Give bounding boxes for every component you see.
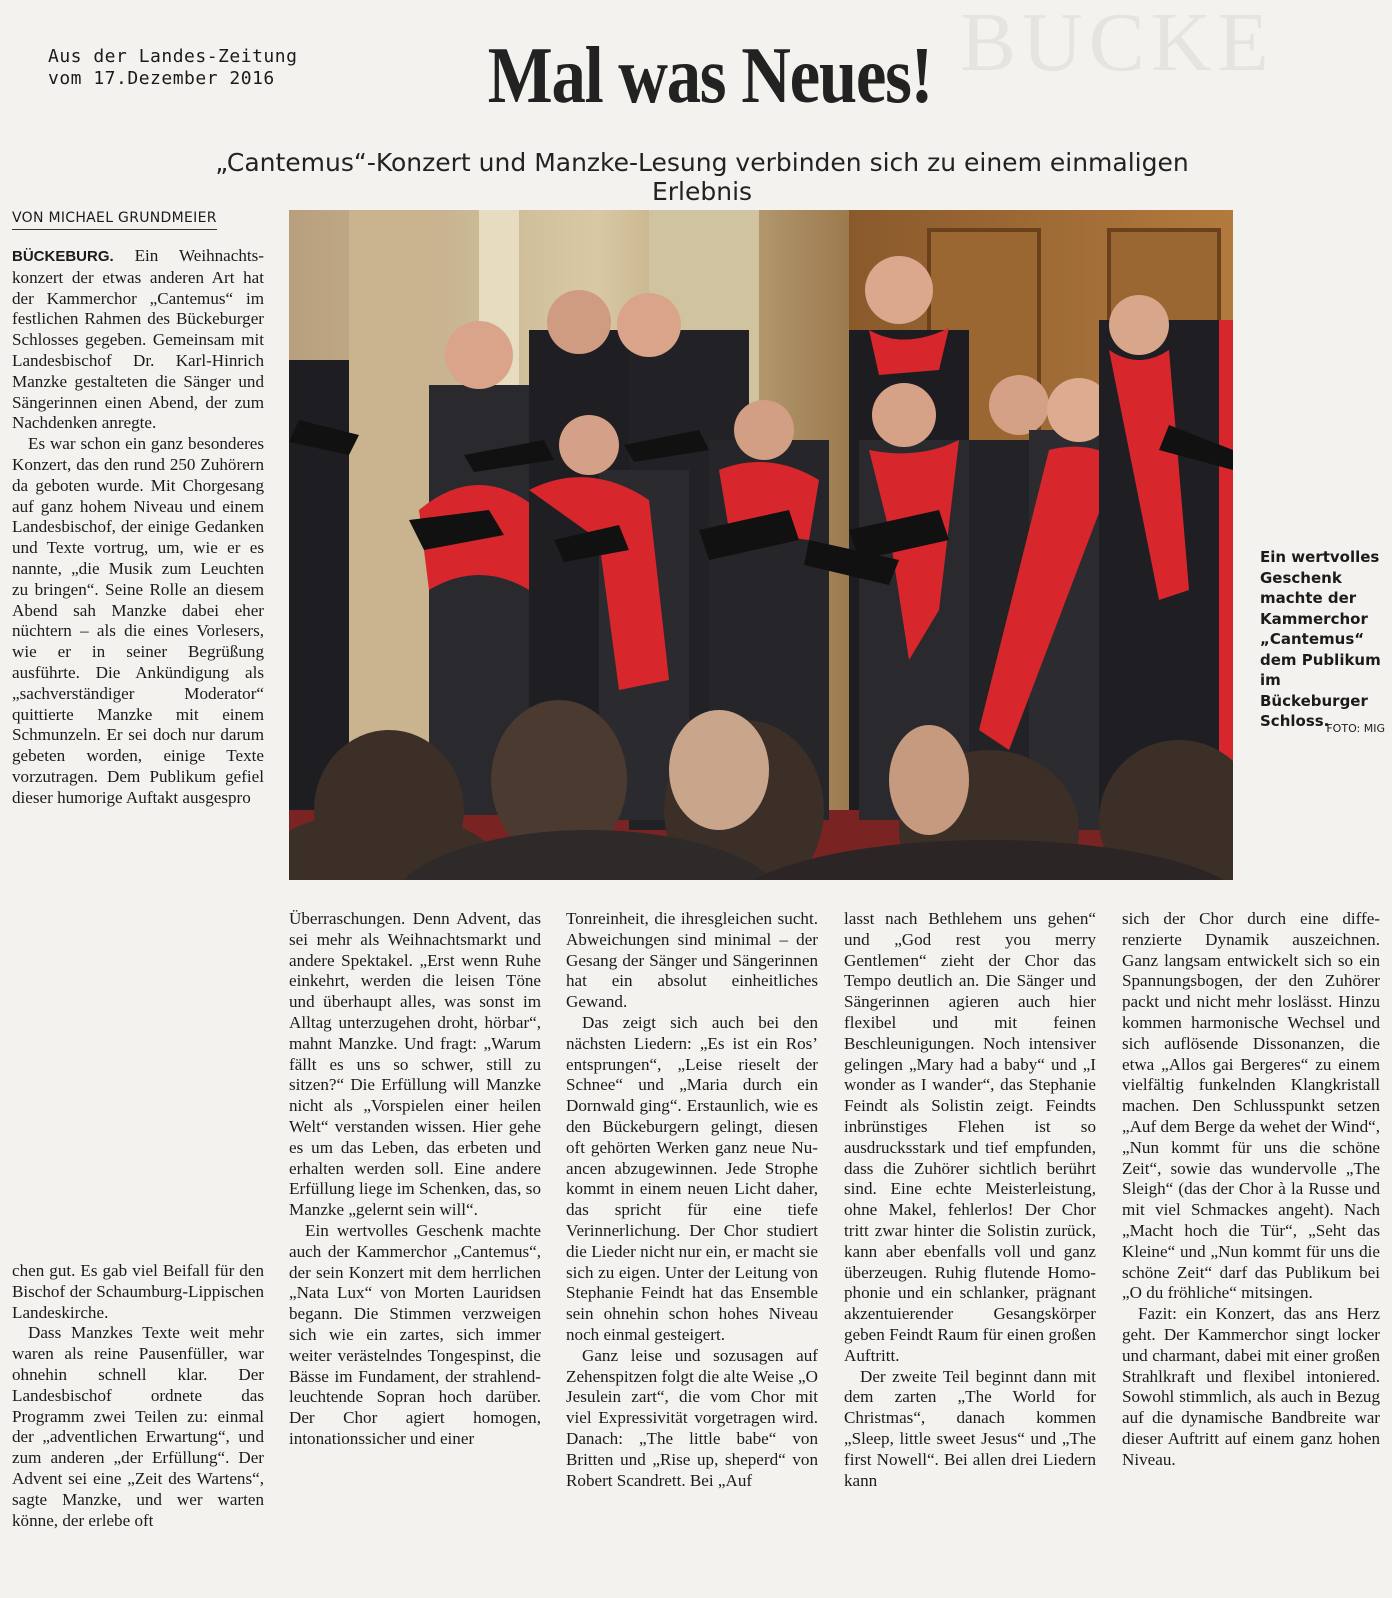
paragraph: chen gut. Es gab viel Beifall für den Bischof der Schaumburg-Lippischen Landeskirche. xyxy=(12,1261,264,1322)
article-column-1-bottom xyxy=(12,1261,264,1531)
paragraph: sich der Chor durch eine differenzierte Dynamik auszeichnen. Ganz langsam entwickelt sich so ein Spannungsbogen, der den Zuhörer packt und nicht mehr loslässt. Hinzu kommen harmonische Wechsel und sich auflösende Dissonanzen, die etwa „Allos gai Bergeres“ zu einem vielfältig funkelnden Klangkristall machen. Den Schlusspunkt setzen „Auf dem Berge da wehet der Wind“, „Nun kommt für uns die schöne Zeit“, sowie das wundervolle „The Sleigh“ (das der Chor à la Russe und mit viel Schmackes angeht). Nach „Macht hoch die Tür“, „Seht das Kleine“ und „Nun kommt für uns die schöne Zeit“ darf das Publikum bei „O du fröhliche“ mitsingen. xyxy=(1122,909,1380,1303)
dateline: BÜCKEBURG. xyxy=(12,248,114,265)
paragraph: Das zeigt sich auch bei den nächsten Liedern: „Es ist ein Ros’ entsprungen“, „Leise rieselt der Schnee“ und „Maria durch ein Dornwald ging“. Erstaunlich, wie es den Bückeburgern gelingt, diesen oft gehörten Werken ganz neue Nuancen abzugewinnen. Jede Strophe kommt in einem neuen Licht daher, das spricht für eine tiefe Verinnerlichung. Der Chor studiert die Lieder nicht nur ein, er macht sie sich zu eigen. Unter der Leitung von Stephanie Feindt hat das Ensemble sein ohnehin schon hohes Niveau noch einmal gesteigert. xyxy=(566,1012,818,1344)
subheadline: „Cantemus“-Konzert und Manzke-Lesung verbinden sich zu einem einmaligen Erlebnis xyxy=(215,148,1189,206)
article-column-5 xyxy=(1122,909,1380,1471)
paragraph: Es war schon ein ganz besonderes Konzert, das den rund 250 Zuhörern da geboten wurde. Mit Chorgesang auf ganz hohem Niveau und einem Landesbischof, der einige Gedanken und Texte vortrug, um, wie er es nannte, „die Musik zum Leuchten zu bringen“. Seine Rolle an diesem Abend sah Manzke dabei eher nüchtern – als die eines Vorlesers, wie er in seiner Begrüßung ausführte. Die Ankündigung als „sachverständiger Moderator“ quittierte Manzke mit einem Schmunzeln. Er sei doch nur darum gebeten worden, einige Texte vorzutragen. Dem Publikum gefiel dieser humorige Auftakt ausgespro xyxy=(12,434,264,807)
paragraph: Überraschungen. Denn Advent, das sei mehr als Weihnachtsmarkt und andere Spektakel. „Erst wenn Ruhe einkehrt, werden die leisen Töne und überhaupt alles, was sonst im Alltag unterzugehen droht, hörbar“, mahnt Manzke. Und fragt: „Warum fällt es uns so schwer, still zu sitzen?“ Die Erfüllung will Manzke nicht als „Vorspielen einer heilen Welt“ verstanden wissen. Hier gehe es um das Leben, das erbeten und erhalten werden soll. Eine andere Erfüllung liege im Schenken, das, so Manzke „gelernt sein will“. xyxy=(289,909,541,1220)
choir-photo-illustration xyxy=(289,210,1233,880)
article-column-2 xyxy=(289,909,541,1450)
paragraph: Dass Manzkes Texte weit mehr waren als reine Pausenfüller, war ohnehin schnell klar. Der Landesbischof ordnete das Programm zwei Teilen zu: einmal der „adventlichen Erwartung“, und zum anderen „der Erfüllung“. Der Advent sei eine „Zeit des Wartens“, sagte Manzke, und wer warten könne, der erlebe oft xyxy=(12,1323,264,1530)
headline: Mal was Neues! xyxy=(487,32,933,120)
photo-caption: Ein wertvolles Geschenk machte der Kammerchor „Cantemus“ dem Publikum im Bückeburger Schloss. xyxy=(1260,548,1381,730)
paragraph: Ein wertvolles Geschenk machte auch der Kammerchor „Cantemus“, der sein Konzert mit dem herrlichen „Nata Lux“ von Morten Lauridsen begann. Die Stimmen verzweigen sich wie ein zartes, sich immer weiter verästelndes Tongespinst, die Bässe im Fundament, der strahlendleuchtende Sopran hoch darüber. Der Chor agiert homogen, intonationssicher und einer xyxy=(289,1220,541,1448)
paragraph: Der zweite Teil beginnt dann mit dem zarten „The World for Christmas“, danach kommen „Sleep, little sweet Jesus“ und „The first Nowell“. Bei allen drei Liedern kann xyxy=(844,1366,1096,1490)
paragraph: Ganz leise und sozusagen auf Zehenspitzen folgt die alte Weise „O Jesulein zart“, die vom Chor mit viel Expressivität vorgetragen wird. Danach: „The little babe“ von Britten und „Rise up, sheperd“ von Robert Scandrett. Bei „Auf xyxy=(566,1345,818,1490)
source-line-2: vom 17.Dezember 2016 xyxy=(48,68,275,89)
article-column-4 xyxy=(844,909,1096,1491)
article-column-1-top xyxy=(12,246,264,809)
paragraph: Tonreinheit, die ihresgleichen sucht. Abweichungen sind minimal – der Gesang der Sänger und Sängerinnen hat ein absolut einheitliches Gewand. xyxy=(566,909,818,1012)
source-line-1: Aus der Landes-Zeitung xyxy=(48,46,298,67)
source-note xyxy=(48,46,297,90)
background-ghost-text: BUCKE xyxy=(960,0,1275,89)
paragraph xyxy=(12,246,264,434)
paragraph-text: Ein Weihnachtskonzert der etwas anderen Art hat der Kammerchor „Cantemus“ im festlichen Rahmen des Bückeburger Schlosses gegeben. Gemeinsam mit Landesbischof Dr. Karl-Hinrich Manzke gestalteten die Sänger und Sängerinnen einen Abend, der zum Nachdenken anregte. xyxy=(12,246,264,433)
concert-photo xyxy=(289,210,1233,880)
paragraph: lasst nach Bethlehem uns gehen“ und „God rest you merry Gentlemen“ zieht der Chor das Tempo deutlich an. Die Sänger und Sängerinnen agieren auch hier flexibel und mit feinen Beschleunigungen. Noch intensiver gelingen „Mary had a baby“ und „I wonder as I wander“, das Stephanie Feindt als Solistin zeigt. Feindts inbrünstiges Flehen ist so ausdrucksstark und tief empfunden, dass die Zuhörer sichtlich berührt sind. Eine echte Meisterleistung, ohne Makel, fehlerlos! Der Chor tritt zwar hinter die Solistin zurück, kann aber ebenfalls voll und ganz überzeugen. Ruhig flutende Homophonie und ein schlanker, prägnant akzentuierender Gesangskörper geben Feindt Raum für einen großen Auftritt. xyxy=(844,909,1096,1365)
byline: VON MICHAEL GRUNDMEIER xyxy=(12,210,217,230)
article-column-3 xyxy=(566,909,818,1491)
paragraph: Fazit: ein Konzert, das ans Herz geht. Der Kammerchor singt locker und charmant, dabei mit einer großen Strahlkraft und flexibel intoniered. Sowohl stimmlich, als auch in Bezug auf die dynamische Bandbreite war dieser Auftritt auf einem ganz hohen Niveau. xyxy=(1122,1304,1380,1469)
photo-credit: FOTO: MIG xyxy=(1326,722,1385,735)
